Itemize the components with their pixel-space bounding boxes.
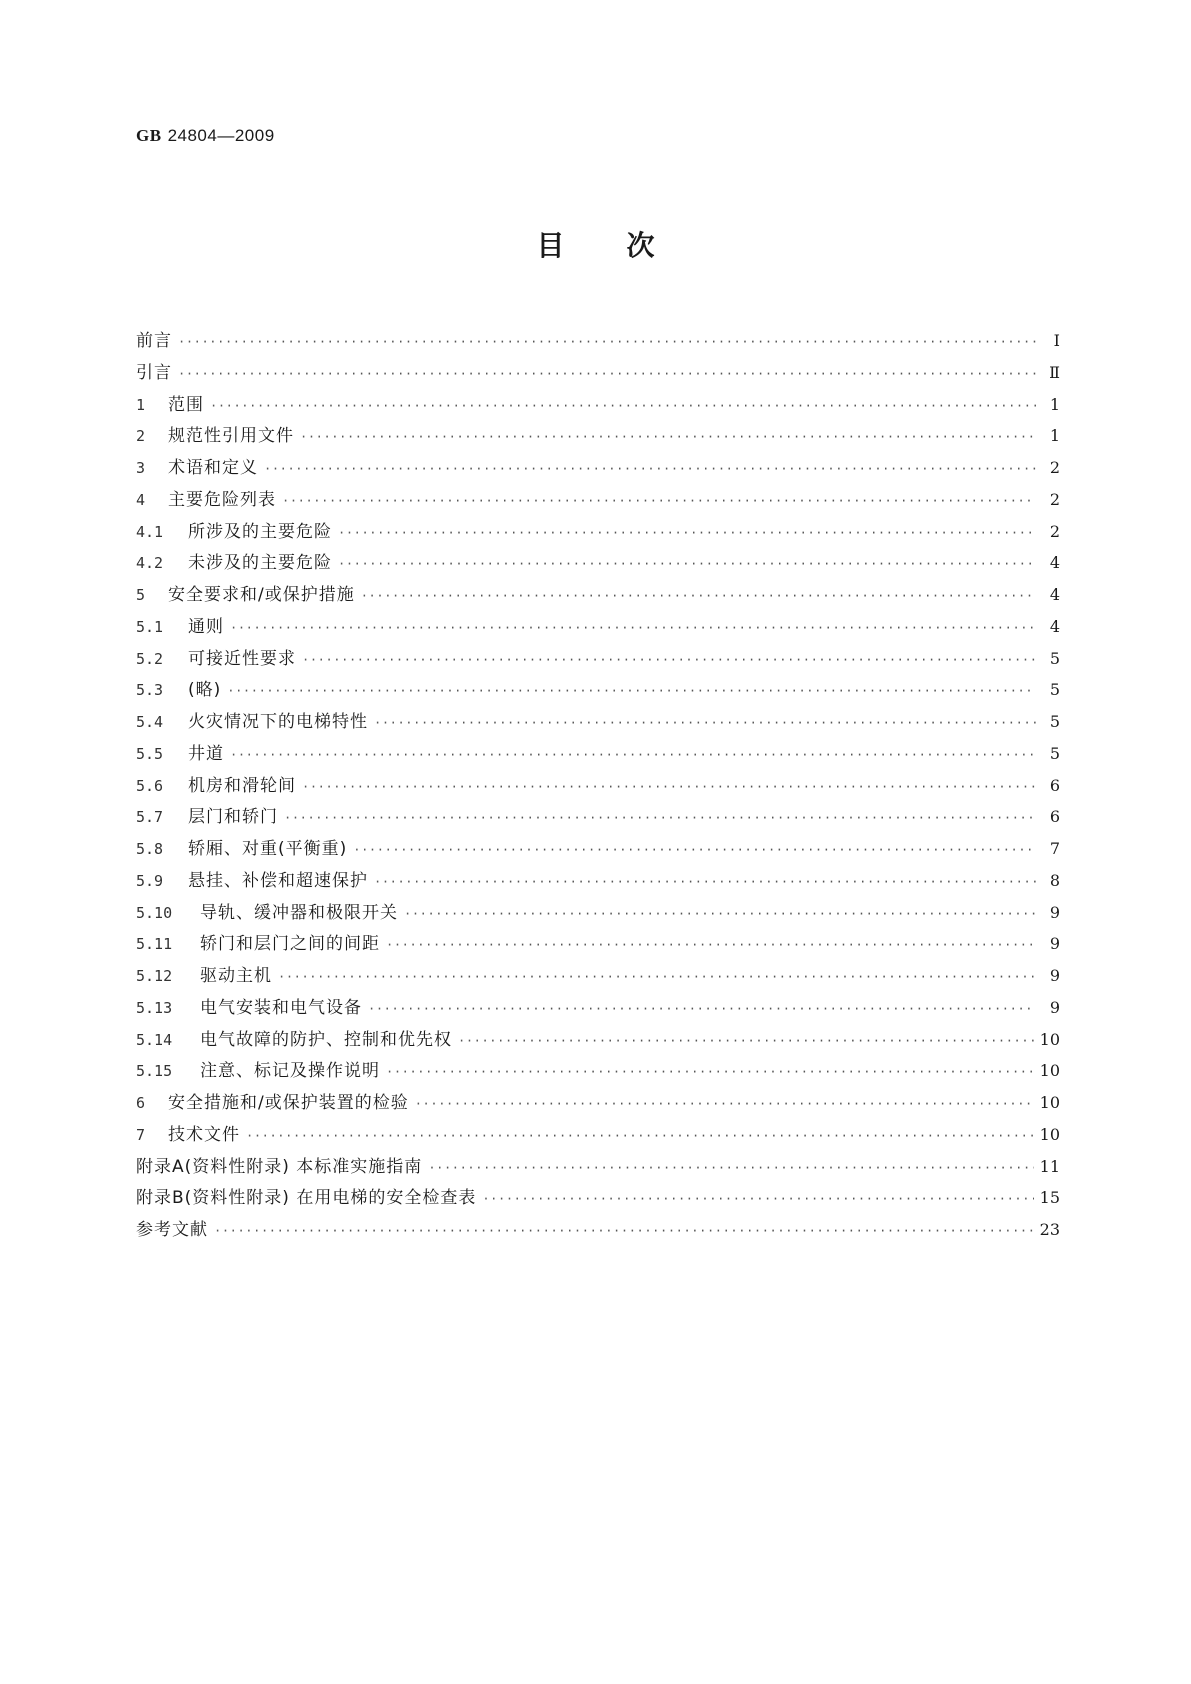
toc-entry[interactable] (136, 612, 1060, 644)
toc-entry-number: 5.7 (136, 808, 164, 827)
toc-entry-label: 附录B(资料性附录) 在用电梯的安全检查表 (136, 1188, 477, 1209)
toc-entry-label: 未涉及的主要危险 (188, 553, 332, 574)
toc-leader-dots (404, 907, 1036, 921)
toc-entry-page: Ⅰ (1053, 331, 1060, 350)
toc-entry-number: 3 (136, 459, 146, 477)
toc-leader-dots (368, 1002, 1036, 1016)
toc-entry[interactable] (136, 929, 1060, 961)
toc-entry-number: 2 (136, 427, 146, 446)
toc-entry-number: 5.4 (136, 713, 164, 731)
toc-entry-label: 电气故障的防护、控制和优先权 (200, 1029, 452, 1050)
toc-entry-page: 5 (1049, 648, 1060, 668)
toc-leader-dots (386, 1065, 1034, 1079)
toc-entry-number: 5.3 (136, 681, 164, 700)
toc-leader-dots (338, 557, 1036, 571)
toc-entry-page: 15 (1039, 1188, 1060, 1208)
toc-entry[interactable] (136, 517, 1060, 549)
toc-leader-dots (227, 684, 1036, 698)
toc-entry-page: 2 (1049, 521, 1060, 541)
toc-entry[interactable] (136, 1120, 1060, 1152)
toc-entry[interactable] (136, 1183, 1060, 1215)
toc-entry-label: 所涉及的主要危险 (188, 521, 332, 542)
toc-entry-number: 5.2 (136, 649, 164, 668)
toc-leader-dots (302, 780, 1036, 794)
toc-leader-dots (264, 462, 1036, 476)
toc-leader-dots (386, 938, 1036, 952)
standard-prefix: GB (136, 126, 162, 145)
toc-leader-dots (178, 335, 1036, 349)
toc-entry-number: 5.12 (136, 967, 173, 985)
toc-leader-dots (428, 1161, 1033, 1175)
toc-entry-label: 安全措施和/或保护装置的检验 (168, 1093, 409, 1113)
toc-entry-page: 9 (1049, 934, 1060, 954)
toc-entry-number: 5.8 (136, 840, 164, 858)
toc-entry[interactable] (136, 390, 1060, 422)
toc-entry-page: 11 (1039, 1156, 1060, 1176)
toc-entry[interactable] (136, 1152, 1060, 1184)
toc-entry-label: 附录A(资料性附录) 本标准实施指南 (136, 1156, 423, 1177)
toc-leader-dots (246, 1129, 1034, 1143)
toc-entry-page: 1 (1049, 394, 1060, 414)
toc-entry[interactable] (136, 707, 1060, 739)
toc-entry-page: 7 (1049, 839, 1060, 858)
toc-entry-number: 5.15 (136, 1062, 173, 1081)
toc-entry-page: 4 (1049, 585, 1060, 604)
toc-entry-page: 5 (1049, 680, 1060, 700)
toc-leader-dots (230, 621, 1036, 635)
toc-entry[interactable] (136, 1215, 1060, 1247)
toc-entry-number: 5.1 (136, 617, 164, 636)
toc-leader-dots (353, 843, 1036, 857)
toc-leader-dots (302, 653, 1036, 667)
toc-entry[interactable] (136, 771, 1060, 803)
toc-entry-page: 2 (1049, 458, 1060, 477)
toc-leader-dots (374, 875, 1036, 889)
toc-leader-dots (230, 748, 1036, 762)
toc-entry-label: 机房和滑轮间 (188, 775, 296, 796)
toc-entry-number: 7 (136, 1125, 146, 1144)
toc-entry-page: 10 (1039, 1061, 1060, 1081)
toc-entry[interactable] (136, 675, 1060, 707)
toc-entry[interactable] (136, 1056, 1060, 1088)
toc-entry-page: 1 (1049, 426, 1060, 446)
toc-entry-number: 1 (136, 395, 146, 414)
toc-entry-number: 5 (136, 586, 146, 604)
toc-leader-dots (210, 399, 1036, 413)
toc-entry-label: 技术文件 (168, 1124, 240, 1145)
toc-entry-label: 电气安装和电气设备 (200, 997, 362, 1018)
toc-entry-label: 通则 (188, 616, 224, 637)
toc-leader-dots (300, 430, 1036, 444)
toc-entry[interactable] (136, 1088, 1060, 1120)
toc-leader-dots (374, 716, 1036, 730)
toc-entry[interactable] (136, 453, 1060, 485)
toc-entry[interactable] (136, 548, 1060, 580)
toc-entry[interactable] (136, 834, 1060, 866)
toc-entry-page: 6 (1049, 775, 1060, 795)
toc-entry-page: 23 (1039, 1220, 1060, 1239)
toc-entry[interactable] (136, 898, 1060, 930)
toc-entry-number: 6 (136, 1094, 146, 1112)
toc-leader-dots (214, 1224, 1034, 1238)
toc-entry-page: 9 (1049, 902, 1060, 922)
toc-entry-page: 4 (1049, 616, 1060, 636)
toc-entry-label: 可接近性要求 (188, 648, 296, 669)
toc-entry[interactable] (136, 421, 1060, 453)
toc-entry-label: 主要危险列表 (168, 489, 276, 510)
toc-entry[interactable] (136, 644, 1060, 676)
toc-entry-number: 4.1 (136, 522, 164, 541)
toc-entry-label: 引言 (136, 362, 172, 383)
toc-entry-page: 8 (1049, 870, 1060, 890)
toc-entry-number: 4 (136, 490, 146, 509)
toc-entry-page: 6 (1049, 807, 1060, 827)
toc-leader-dots (278, 970, 1036, 984)
toc-entry-number: 5.13 (136, 998, 173, 1017)
toc-leader-dots (338, 526, 1036, 540)
toc-entry-number: 5.10 (136, 903, 173, 922)
toc-entry-page: 9 (1049, 966, 1060, 985)
toc-entry-page: 2 (1049, 489, 1060, 509)
toc-entry-number: 5.6 (136, 776, 164, 795)
toc-entry-label: 导轨、缓冲器和极限开关 (200, 902, 398, 923)
toc-entry[interactable] (136, 961, 1060, 993)
toc-entry-page: 9 (1049, 997, 1060, 1017)
toc-entry-page: Ⅱ (1049, 362, 1060, 382)
toc-entry-label: 轿门和层门之间的间距 (200, 934, 380, 955)
toc-entry[interactable] (136, 485, 1060, 517)
toc-entry-page: 5 (1049, 743, 1060, 763)
toc-entry[interactable] (136, 580, 1060, 612)
toc-entry-label: 术语和定义 (168, 458, 258, 478)
toc-entry-number: 5.11 (136, 935, 173, 954)
toc-entry[interactable] (136, 358, 1060, 390)
toc-entry-label: 驱动主机 (200, 966, 272, 986)
toc-leader-dots (361, 589, 1036, 603)
toc-entry-number: 5.14 (136, 1030, 173, 1049)
toc-entry[interactable] (136, 739, 1060, 771)
toc-entry-number: 4.2 (136, 554, 164, 573)
table-of-contents (136, 326, 1060, 1247)
toc-entry-label: 前言 (136, 331, 172, 351)
toc-entry-label: 注意、标记及操作说明 (200, 1061, 380, 1082)
toc-entry[interactable] (136, 326, 1060, 358)
toc-leader-dots (178, 367, 1036, 381)
toc-entry[interactable] (136, 1025, 1060, 1057)
toc-entry-label: 规范性引用文件 (168, 426, 294, 447)
toc-entry-label: 火灾情况下的电梯特性 (188, 712, 368, 732)
toc-entry-page: 10 (1039, 1093, 1060, 1112)
standard-code: 24804—2009 (167, 126, 275, 145)
toc-entry[interactable] (136, 993, 1060, 1025)
toc-entry-page: 4 (1049, 553, 1060, 573)
toc-leader-dots (284, 811, 1036, 825)
toc-leader-dots (415, 1097, 1034, 1111)
toc-entry-page: 5 (1049, 712, 1060, 731)
toc-entry-page: 10 (1039, 1124, 1060, 1144)
toc-leader-dots (458, 1034, 1034, 1048)
toc-entry-label: 层门和轿门 (188, 807, 278, 828)
toc-entry-label: 参考文献 (136, 1220, 208, 1240)
toc-entry-label: 悬挂、补偿和超速保护 (188, 870, 368, 891)
toc-leader-dots (482, 1192, 1033, 1206)
toc-entry-label: 安全要求和/或保护措施 (168, 585, 355, 605)
toc-entry-label: (略) (188, 680, 222, 701)
toc-entry-number: 5.5 (136, 744, 164, 763)
page-title: 目次 (536, 229, 717, 262)
toc-entry-label: 范围 (168, 394, 204, 415)
toc-entry-label: 轿厢、对重(平衡重) (188, 839, 348, 859)
toc-entry-number: 5.9 (136, 871, 164, 890)
document-header (136, 126, 275, 146)
toc-entry[interactable] (136, 802, 1060, 834)
toc-entry-label: 井道 (188, 743, 224, 764)
toc-leader-dots (282, 494, 1036, 508)
toc-entry-page: 10 (1039, 1029, 1060, 1049)
toc-entry[interactable] (136, 866, 1060, 898)
